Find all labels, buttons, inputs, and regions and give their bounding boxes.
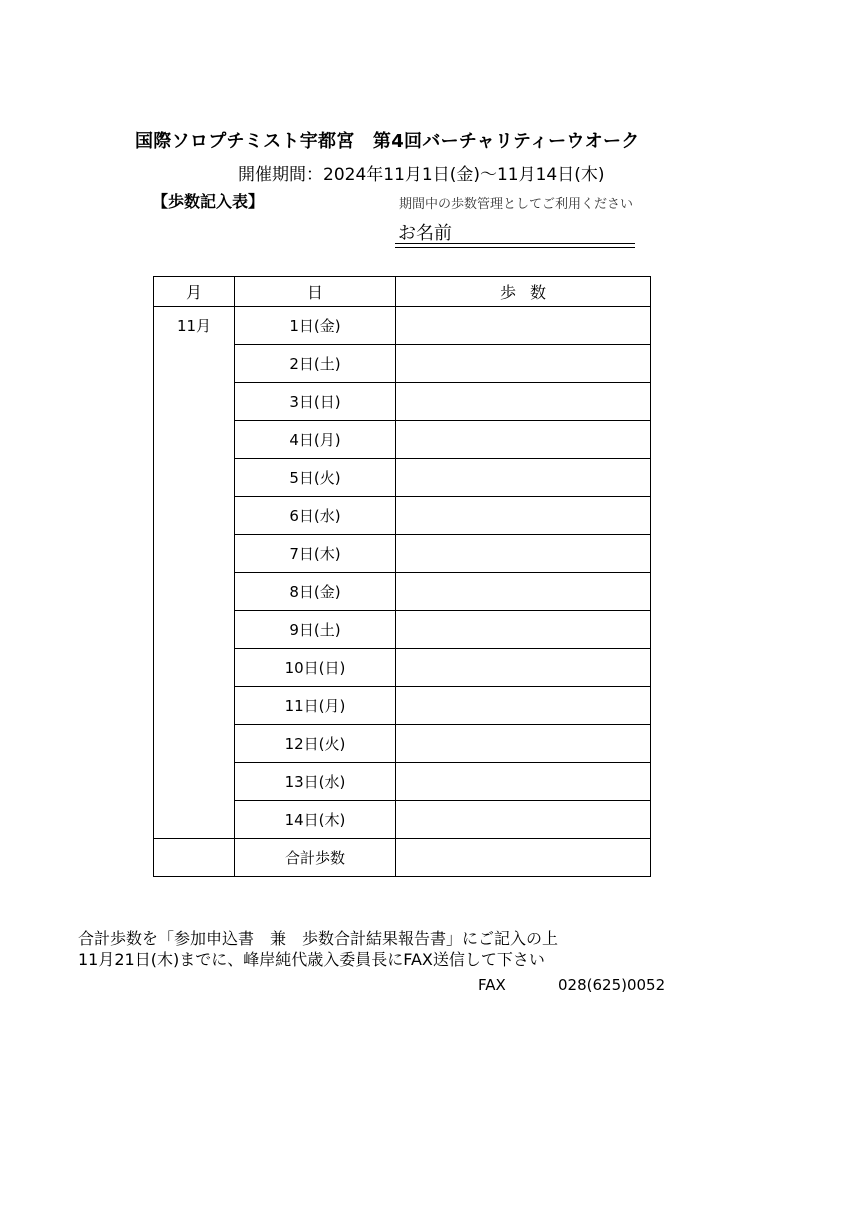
- steps-entry-cell[interactable]: [396, 573, 651, 611]
- instruction-line-2: 11月21日(木)までに、峰岸純代歳入委員長にFAX送信して下さい: [78, 950, 545, 969]
- day-cell: 9日(土): [235, 611, 396, 649]
- day-cell: 6日(水): [235, 497, 396, 535]
- page-title: 国際ソロプチミスト宇都宮 第4回バーチャリティーウオーク: [135, 131, 640, 152]
- steps-table: [153, 276, 651, 877]
- day-cell: 5日(火): [235, 459, 396, 497]
- steps-entry-cell[interactable]: [396, 307, 651, 345]
- day-cell: 14日(木): [235, 801, 396, 839]
- day-cell: 8日(金): [235, 573, 396, 611]
- steps-entry-cell[interactable]: [396, 725, 651, 763]
- header-month: 月: [154, 277, 235, 307]
- total-month-cell: [154, 839, 235, 877]
- steps-entry-cell[interactable]: [396, 421, 651, 459]
- event-period: 開催期間：2024年11月1日(金)～11月14日(木): [238, 165, 605, 185]
- total-row: [154, 839, 651, 877]
- header-day: 日: [235, 277, 396, 307]
- total-steps-entry-cell[interactable]: [396, 839, 651, 877]
- day-cell: 1日(金): [235, 307, 396, 345]
- day-cell: 2日(土): [235, 345, 396, 383]
- fax-label: FAX: [478, 976, 506, 994]
- table-row: [154, 307, 651, 345]
- day-cell: 10日(日): [235, 649, 396, 687]
- steps-entry-cell[interactable]: [396, 345, 651, 383]
- day-cell: 7日(木): [235, 535, 396, 573]
- day-cell: 4日(月): [235, 421, 396, 459]
- steps-entry-cell[interactable]: [396, 535, 651, 573]
- steps-entry-cell[interactable]: [396, 687, 651, 725]
- steps-entry-cell[interactable]: [396, 459, 651, 497]
- day-cell: 13日(水): [235, 763, 396, 801]
- usage-note: 期間中の歩数管理としてご利用ください: [399, 197, 634, 212]
- section-label: 【歩数記入表】: [152, 192, 265, 211]
- day-cell: 11日(月): [235, 687, 396, 725]
- total-label: 合計歩数: [235, 839, 396, 877]
- header-steps: 歩数: [396, 277, 651, 307]
- day-cell: 12日(火): [235, 725, 396, 763]
- month-cell: 11月: [154, 307, 235, 839]
- steps-entry-cell[interactable]: [396, 497, 651, 535]
- name-field-line[interactable]: [395, 243, 635, 248]
- day-cell: 3日(日): [235, 383, 396, 421]
- name-field-label: お名前: [398, 223, 452, 244]
- fax-number: 028(625)0052: [558, 976, 666, 994]
- instruction-line-1: 合計歩数を「参加申込書 兼 歩数合計結果報告書」にご記入の上: [78, 929, 559, 948]
- table-header-row: [154, 277, 651, 307]
- steps-entry-cell[interactable]: [396, 383, 651, 421]
- steps-entry-cell[interactable]: [396, 763, 651, 801]
- steps-entry-cell[interactable]: [396, 611, 651, 649]
- steps-entry-cell[interactable]: [396, 649, 651, 687]
- steps-entry-cell[interactable]: [396, 801, 651, 839]
